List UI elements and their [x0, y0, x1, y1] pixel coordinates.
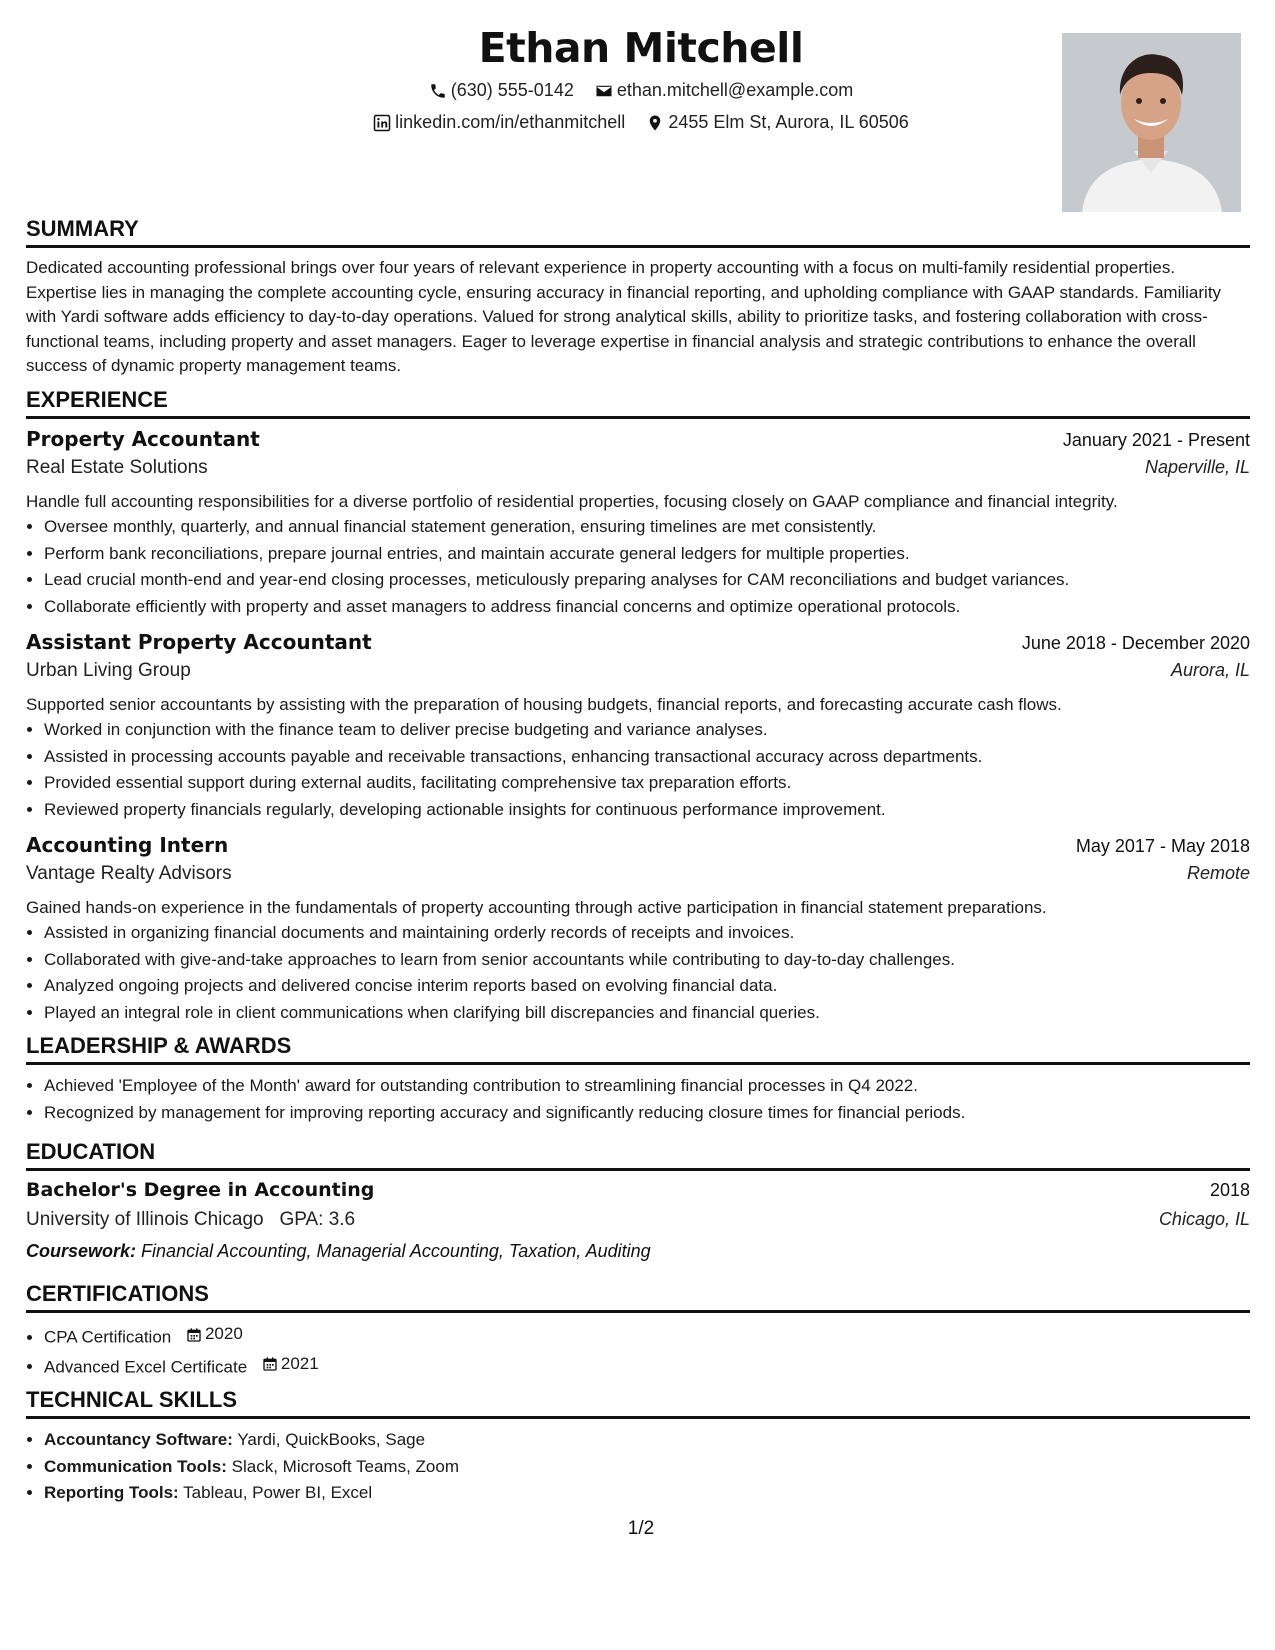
job-description: Gained hands-on experience in the fundamentals of property accounting through active participation in financial statement preparations. [26, 898, 1047, 918]
contact-email[interactable] [595, 80, 853, 101]
job-bullets [26, 717, 1250, 823]
cert-year [186, 1321, 243, 1348]
leadership-bullets [26, 1073, 1250, 1126]
skills-list [26, 1427, 1250, 1507]
certifications-heading: CERTIFICATIONS [26, 1281, 1250, 1313]
cert-name: CPA Certification [44, 1327, 172, 1347]
skill-value: Yardi, QuickBooks, Sage [237, 1430, 426, 1450]
candidate-name: Ethan Mitchell [478, 24, 804, 72]
coursework-label: Coursework: [26, 1241, 137, 1262]
list-item [44, 1427, 1250, 1454]
resume-page [26, 0, 1250, 1650]
job-entry [26, 833, 1250, 1026]
degree-year: 2018 [1209, 1180, 1250, 1201]
list-item: • Worked in conjunction with the finance team to deliver precise budgeting and variance analyses. [44, 717, 1250, 744]
certifications-section [26, 1281, 1250, 1381]
list-item: • Analyzed ongoing projects and delivered concise interim reports based on evolving financial data. [44, 973, 1250, 1000]
school-name: University of Illinois Chicago [26, 1209, 264, 1231]
leadership-heading: LEADERSHIP & AWARDS [26, 1033, 1250, 1065]
job-title: Property Accountant [26, 427, 260, 452]
profile-photo [1062, 33, 1241, 212]
cert-name: Advanced Excel Certificate [44, 1357, 248, 1377]
job-bullets [26, 514, 1250, 620]
school-location: Chicago, IL [1158, 1209, 1250, 1230]
job-date: January 2021 - Present [1062, 430, 1250, 451]
summary-section [26, 216, 1250, 379]
experience-heading: EXPERIENCE [26, 387, 1250, 419]
school-info [26, 1209, 355, 1231]
list-item [44, 1351, 1250, 1381]
cert-year [262, 1351, 319, 1378]
list-item: • Provided essential support during external audits, facilitating comprehensive tax preparation efforts. [44, 770, 1250, 797]
summary-text: Dedicated accounting professional brings over four years of relevant experience in property accounting with a focus on multi-family residential properties. Expertise lies in managing the complete accounting cycle, ensuring accuracy in financial reporting, and upholding compliance with GAAP standards. Familiarity with Yardi software adds efficiency to day-to-day operations. Valued for strong analytical skills, ability to prioritize tasks, and fostering collaboration with cross-functional teams, including property and asset managers. Eager to leverage expertise in financial analysis and strategic contributions to enhance the overall success of dynamic property management teams. [26, 258, 1222, 376]
list-item: • Assisted in organizing financial documents and maintaining orderly records of receipts and invoices. [44, 920, 1250, 947]
phone-icon [429, 82, 447, 100]
list-item: • Assisted in processing accounts payable and receivable transactions, enhancing transactional accuracy across departments. [44, 744, 1250, 771]
list-item: • Recognized by management for improving reporting accuracy and significantly reducing closure times for financial periods. [44, 1100, 1250, 1127]
experience-section [26, 387, 1250, 1036]
list-item: • Reviewed property financials regularly, developing actionable insights for continuous performance improvement. [44, 797, 1250, 824]
email-text: ethan.mitchell@example.com [616, 80, 854, 100]
skill-value: Slack, Microsoft Teams, Zoom [231, 1456, 459, 1476]
contact-address [646, 112, 909, 133]
calendar-icon [186, 1327, 202, 1343]
profile-photo-image [1062, 33, 1241, 212]
contact-linkedin[interactable] [373, 112, 625, 133]
education-section [26, 1139, 1250, 1262]
job-entry [26, 427, 1250, 620]
job-location: Remote [1186, 863, 1250, 884]
contact-phone [429, 80, 574, 101]
leadership-section [26, 1033, 1250, 1126]
list-item [44, 1480, 1250, 1507]
phone-text: (630) 555-0142 [450, 80, 574, 100]
degree-title: Bachelor's Degree in Accounting [26, 1179, 375, 1202]
job-date: June 2018 - December 2020 [1021, 633, 1250, 654]
list-item: • Played an integral role in client communications when clarifying bill discrepancies and financial queries. [44, 1000, 1250, 1027]
calendar-icon [262, 1356, 278, 1372]
resume-header [26, 20, 1250, 220]
certifications-list [26, 1321, 1250, 1381]
list-item [44, 1321, 1250, 1351]
list-item: • Collaborate efficiently with property and asset managers to address financial concerns and optimize operational protocols. [44, 594, 1250, 621]
map-pin-icon [646, 114, 664, 132]
cert-year-text: 2020 [204, 1324, 243, 1344]
list-item: • Achieved 'Employee of the Month' award for outstanding contribution to streamlining financial processes in Q4 2022. [44, 1073, 1250, 1100]
summary-heading: SUMMARY [26, 216, 1250, 248]
linkedin-icon [373, 114, 391, 132]
list-item [44, 1454, 1250, 1481]
skills-section [26, 1387, 1250, 1507]
job-date: May 2017 - May 2018 [1075, 836, 1250, 857]
job-description: Supported senior accountants by assisting with the preparation of housing budgets, financial reports, and forecasting accurate cash flows. [26, 695, 1062, 715]
cert-year-text: 2021 [280, 1354, 319, 1374]
skill-label: Accountancy Software: [44, 1430, 233, 1450]
list-item: • Perform bank reconciliations, prepare journal entries, and maintain accurate general ledgers for multiple properties. [44, 541, 1250, 568]
job-title: Accounting Intern [26, 833, 229, 858]
job-bullets [26, 920, 1250, 1026]
skill-label: Communication Tools: [44, 1456, 227, 1476]
page-number: 1/2 [627, 1518, 655, 1539]
job-company: Real Estate Solutions [26, 457, 208, 479]
job-company: Urban Living Group [26, 660, 191, 682]
skills-heading: TECHNICAL SKILLS [26, 1387, 1250, 1419]
coursework [26, 1241, 1250, 1262]
job-location: Aurora, IL [1170, 660, 1250, 681]
coursework-text: Financial Accounting, Managerial Accounting, Taxation, Auditing [141, 1241, 651, 1262]
school-gpa: GPA: 3.6 [279, 1209, 356, 1231]
job-location: Naperville, IL [1144, 457, 1250, 478]
list-item: • Oversee monthly, quarterly, and annual financial statement generation, ensuring timelines are met consistently. [44, 514, 1250, 541]
list-item: • Lead crucial month-end and year-end closing processes, meticulously preparing analyses for CAM reconciliations and budget variances. [44, 567, 1250, 594]
skill-label: Reporting Tools: [44, 1483, 179, 1503]
job-entry [26, 630, 1250, 823]
address-text: 2455 Elm St, Aurora, IL 60506 [668, 112, 909, 132]
job-company: Vantage Realty Advisors [26, 863, 232, 885]
linkedin-text: linkedin.com/in/ethanmitchell [395, 112, 626, 132]
skill-value: Tableau, Power BI, Excel [183, 1483, 373, 1503]
list-item: • Collaborated with give-and-take approaches to learn from senior accountants while contributing to day-to-day challenges. [44, 947, 1250, 974]
job-title: Assistant Property Accountant [26, 630, 372, 655]
envelope-icon [595, 82, 613, 100]
education-heading: EDUCATION [26, 1139, 1250, 1171]
job-description: Handle full accounting responsibilities for a diverse portfolio of residential properties, focusing closely on GAAP compliance and financial integrity. [26, 492, 1118, 512]
